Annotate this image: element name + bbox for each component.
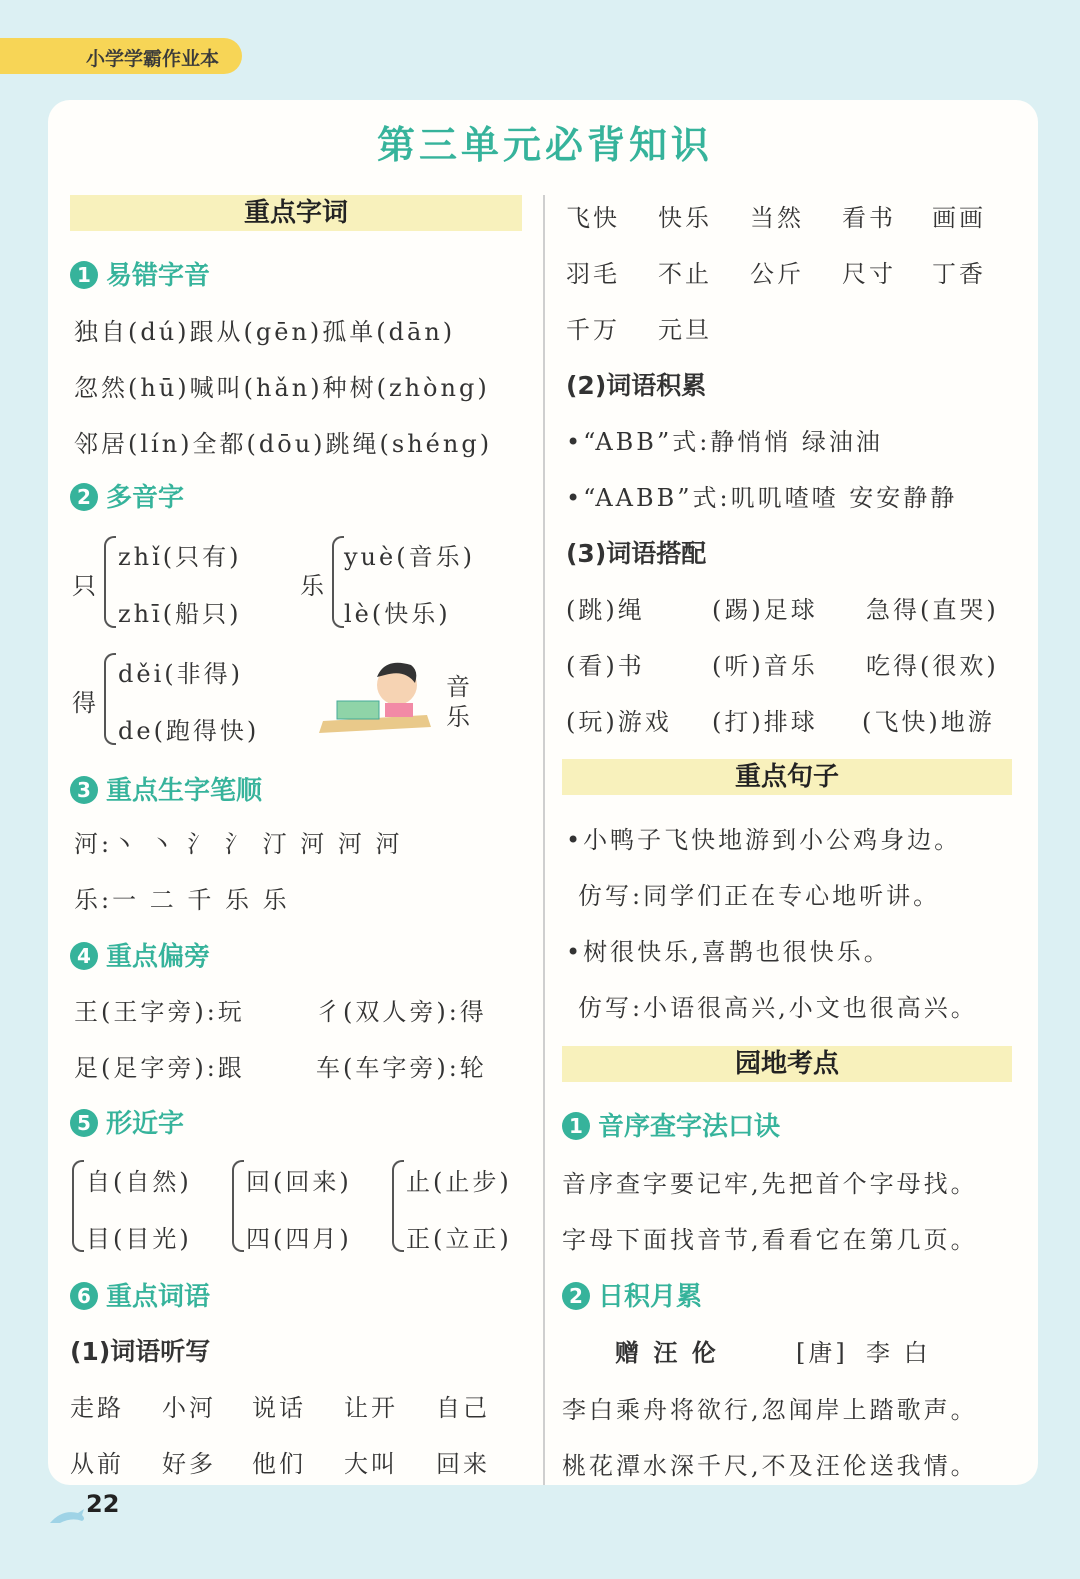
polyphone-reading: děi(非得) xyxy=(118,660,243,688)
polyphone-char: 乐 xyxy=(300,572,327,600)
pronunciation-line: 忽然(hū)喊叫(hǎn)种树(zhòng) xyxy=(74,374,490,402)
word: 尺寸 xyxy=(842,260,896,288)
collocation: (看)书 xyxy=(566,652,645,680)
section-title: 易错字音 xyxy=(106,261,211,291)
section-title: 重点偏旁 xyxy=(106,942,211,972)
sentence-imitation: 仿写:小语很高兴,小文也很高兴。 xyxy=(578,994,978,1022)
sentence: •小鸭子飞快地游到小公鸡身边。 xyxy=(566,826,962,854)
radical-item: 彳(双人旁):得 xyxy=(316,998,487,1026)
similar-char: 正(立正) xyxy=(406,1225,512,1253)
similar-char: 目(目光) xyxy=(86,1225,192,1253)
word: 丁香 xyxy=(932,260,986,288)
section-heading-radicals xyxy=(70,936,210,973)
section-title: 形近字 xyxy=(106,1109,185,1139)
brace xyxy=(104,653,116,745)
header-tag xyxy=(0,38,242,74)
word: 从前 xyxy=(70,1450,124,1478)
brace xyxy=(72,1160,84,1252)
word: 让开 xyxy=(344,1394,398,1422)
section-heading-pronunciation xyxy=(70,255,210,292)
section-number: 1 xyxy=(70,261,98,289)
section-title: 日积月累 xyxy=(598,1282,703,1312)
section-bar-key-sentences: 重点句子 xyxy=(562,759,1012,795)
poem-line: 桃花潭水深千尺,不及汪伦送我情。 xyxy=(562,1452,978,1480)
brace xyxy=(232,1160,244,1252)
collocation: (玩)游戏 xyxy=(566,708,672,736)
sentence-imitation: 仿写:同学们正在专心地听讲。 xyxy=(578,882,941,910)
section-heading-key-words xyxy=(70,1276,210,1313)
section-title: 音序查字法口诀 xyxy=(598,1112,781,1142)
collocation: (飞快)地游 xyxy=(862,708,995,736)
polyphone-char: 得 xyxy=(72,689,99,717)
section-bar-garden-points: 园地考点 xyxy=(562,1046,1012,1082)
section-heading-stroke-order xyxy=(70,770,262,807)
aabb-words: •“AABB”式:叽叽喳喳 安安静静 xyxy=(566,484,958,512)
poem-author: 李 白 xyxy=(866,1339,931,1367)
radical-item: 王(王字旁):玩 xyxy=(74,998,245,1026)
section-title: 重点生字笔顺 xyxy=(106,776,263,806)
similar-char: 四(四月) xyxy=(246,1225,352,1253)
section-title: 重点词语 xyxy=(106,1282,211,1312)
word: 公斤 xyxy=(750,260,804,288)
word: 不止 xyxy=(658,260,712,288)
word: 元旦 xyxy=(658,316,712,344)
similar-char: 自(自然) xyxy=(86,1168,192,1196)
page-title: 第三单元必背知识 xyxy=(376,123,713,167)
section-heading-polyphones xyxy=(70,477,184,514)
similar-char: 止(止步) xyxy=(406,1168,512,1196)
section-number: 6 xyxy=(70,1282,98,1310)
page-number: 22 xyxy=(86,1490,120,1518)
collocation: (踢)足球 xyxy=(712,596,818,624)
word: 小河 xyxy=(162,1394,216,1422)
word: 说话 xyxy=(252,1394,306,1422)
pronunciation-line: 邻居(lín)全都(dōu)跳绳(shéng) xyxy=(74,430,493,458)
subheading-accumulation: (2)词语积累 xyxy=(566,371,707,400)
brace xyxy=(332,536,344,628)
illustration-caption: 音乐 xyxy=(446,673,473,731)
abb-words: •“ABB”式:静悄悄 绿油油 xyxy=(566,428,883,456)
polyphone-reading: lè(快乐) xyxy=(344,600,451,628)
section-number: 4 xyxy=(70,942,98,970)
word: 飞快 xyxy=(566,204,620,232)
pronunciation-line: 独自(dú)跟从(gēn)孤单(dān) xyxy=(74,318,456,346)
section-bar-key-words: 重点字词 xyxy=(70,195,522,231)
subheading-collocation: (3)词语搭配 xyxy=(566,539,707,568)
section-heading-phonetic-lookup xyxy=(562,1106,780,1143)
section-number: 2 xyxy=(562,1282,590,1310)
rhyme-line: 音序查字要记牢,先把首个字母找。 xyxy=(562,1170,978,1198)
polyphone-char: 只 xyxy=(72,572,99,600)
word: 千万 xyxy=(566,316,620,344)
collocation: 急得(直哭) xyxy=(866,596,999,624)
polyphone-reading: zhī(船只) xyxy=(118,600,242,628)
stroke-order-line: 乐:一 二 千 乐 乐 xyxy=(74,886,290,914)
section-number: 5 xyxy=(70,1109,98,1137)
polyphone-reading: zhǐ(只有) xyxy=(118,543,242,571)
sentence: •树很快乐,喜鹊也很快乐。 xyxy=(566,938,891,966)
section-heading-daily-accumulation xyxy=(562,1276,702,1313)
polyphone-reading: yuè(音乐) xyxy=(344,543,475,571)
section-heading-similar-chars xyxy=(70,1103,184,1140)
poem-line: 李白乘舟将欲行,忽闻岸上踏歌声。 xyxy=(562,1396,978,1424)
brace xyxy=(104,536,116,628)
word: 看书 xyxy=(842,204,896,232)
collocation: 吃得(很欢) xyxy=(866,652,999,680)
radical-item: 车(车字旁):轮 xyxy=(316,1054,487,1082)
word: 回来 xyxy=(436,1450,490,1478)
word: 当然 xyxy=(750,204,804,232)
collocation: (跳)绳 xyxy=(566,596,645,624)
poem-title: 赠 汪 伦 xyxy=(615,1339,719,1367)
collocation: (打)排球 xyxy=(712,708,818,736)
word: 好多 xyxy=(162,1450,216,1478)
word: 画画 xyxy=(932,204,986,232)
polyphone-reading: de(跑得快) xyxy=(118,717,260,745)
similar-char: 回(回来) xyxy=(246,1168,352,1196)
section-number: 1 xyxy=(562,1112,590,1140)
subheading-dictation: (1)词语听写 xyxy=(70,1337,211,1366)
word: 快乐 xyxy=(658,204,712,232)
poem-dynasty: [唐] xyxy=(796,1339,848,1367)
section-number: 2 xyxy=(70,483,98,511)
word: 他们 xyxy=(252,1450,306,1478)
column-divider xyxy=(543,195,545,1485)
section-title: 多音字 xyxy=(106,483,185,513)
word: 自己 xyxy=(436,1394,490,1422)
stroke-order-line: 河:丶 丶 氵 氵 汀 河 河 河 xyxy=(74,830,403,858)
word: 走路 xyxy=(70,1394,124,1422)
word: 大叫 xyxy=(344,1450,398,1478)
radical-item: 足(足字旁):跟 xyxy=(74,1054,245,1082)
section-number: 3 xyxy=(70,776,98,804)
header-tag-label: 小学学霸作业本 xyxy=(86,48,220,70)
dolphin-icon xyxy=(48,1505,88,1527)
word: 羽毛 xyxy=(566,260,620,288)
boy-reading-illustration xyxy=(315,655,435,735)
rhyme-line: 字母下面找音节,看看它在第几页。 xyxy=(562,1226,978,1254)
collocation: (听)音乐 xyxy=(712,652,818,680)
brace xyxy=(392,1160,404,1252)
